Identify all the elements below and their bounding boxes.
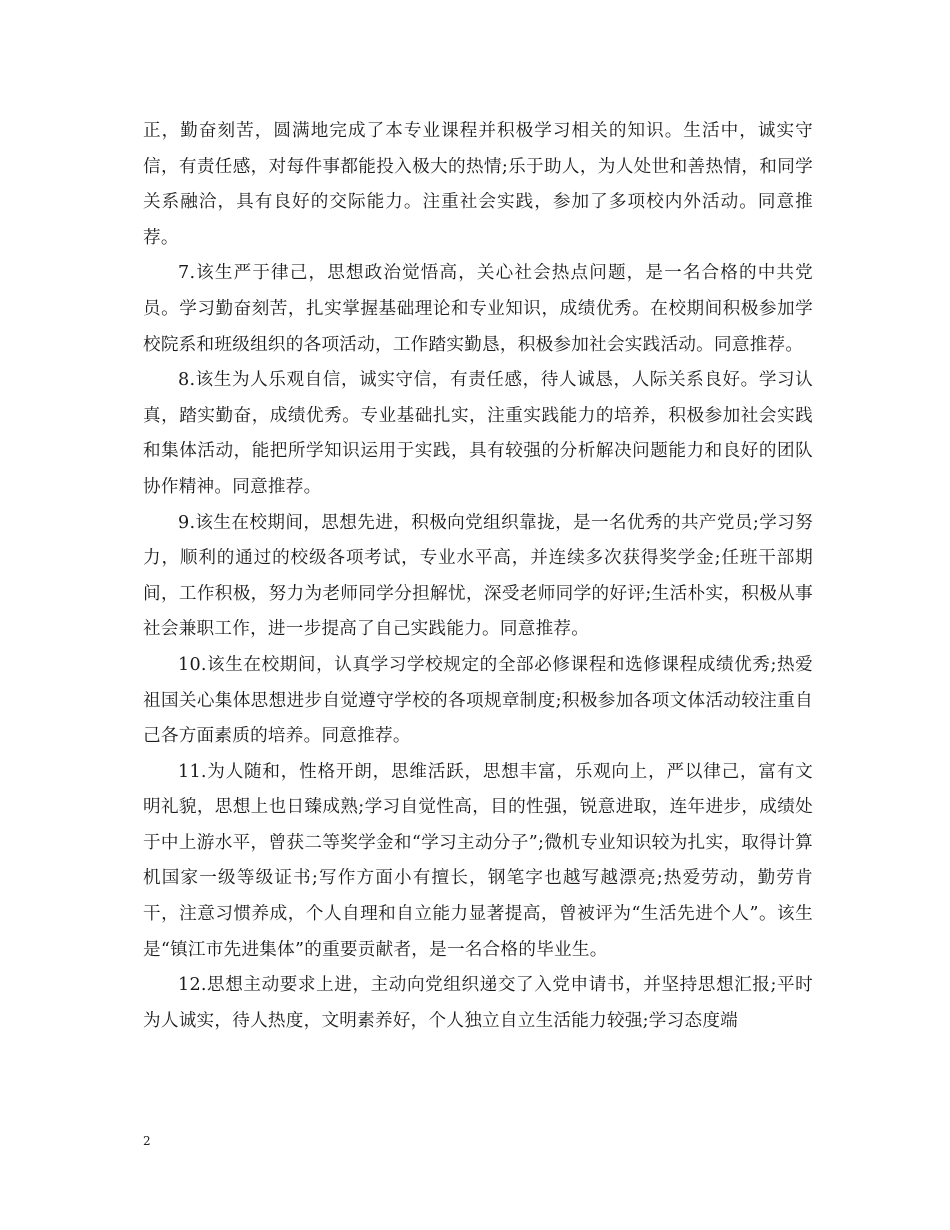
paragraph-item-9: 9.该生在校期间，思想先进，积极向党组织靠拢，是一名优秀的共产党员;学习努力，顺利的通过的校级各项考试，专业水平高，并连续多次获得奖学金;任班干部期间，工作积极，努力为老师同学分担解忧，深受老师同学的好评;生活朴实，积极从事社会兼职工作，进一步提高了自己实践能力。同意推荐。 <box>143 512 813 640</box>
paragraph-item-10: 10.该生在校期间，认真学习学校规定的全部必修课程和选修课程成绩优秀;热爱祖国关心集体思想进步自觉遵守学校的各项规章制度;积极参加各项文体活动较注重自己各方面素质的培养。同意推荐。 <box>143 654 813 747</box>
paragraph-item-7: 7.该生严于律己，思想政治觉悟高，关心社会热点问题，是一名合格的中共党员。学习勤奋刻苦，扎实掌握基础理论和专业知识，成绩优秀。在校期间积极参加学校院系和班级组织的各项活动，工作踏实勤恳，积极参加社会实践活动。同意推荐。 <box>143 263 813 355</box>
paragraph-item-11: 11.为人随和，性格开朗，思维活跃，思想丰富，乐观向上，严以律己，富有文明礼貌，思想上也日臻成熟;学习自觉性高，目的性强，锐意进取，连年进步，成绩处于中上游水平，曾获二等奖学金和“学习主动分子”;微机专业知识较为扎实，取得计算机国家一级等级证书;写作方面小有擅长，钢笔字也越写越漂亮;热爱劳动，勤劳肯干，注意习惯养成，个人自理和自立能力显著提高，曾被评为“生活先进个人”。该生是“镇江市先进集体”的重要贡献者，是一名合格的毕业生。 <box>143 761 813 960</box>
paragraph-item-8: 8.该生为人乐观自信，诚实守信，有责任感，待人诚恳，人际关系良好。学习认真，踏实勤奋，成绩优秀。专业基础扎实，注重实践能力的培养，积极参加社会实践和集体活动，能把所学知识运用于实践，具有较强的分析解决问题能力和良好的团队协作精神。同意推荐。 <box>143 370 813 497</box>
paragraph-continued: 正，勤奋刻苦，圆满地完成了本专业课程并积极学习相关的知识。生活中，诚实守信，有责任感，对每件事都能投入极大的热情;乐于助人，为人处世和善热情，和同学关系融洽，具有良好的交际能力。注重社会实践，参加了多项校内外活动。同意推荐。 <box>143 121 813 248</box>
page-number: 2 <box>143 1134 151 1148</box>
page-body <box>143 114 813 1039</box>
paragraph-item-12: 12.思想主动要求上进，主动向党组织递交了入党申请书，并坚持思想汇报;平时为人诚实，待人热度，文明素养好，个人独立自立生活能力较强;学习态度端 <box>143 975 813 1031</box>
